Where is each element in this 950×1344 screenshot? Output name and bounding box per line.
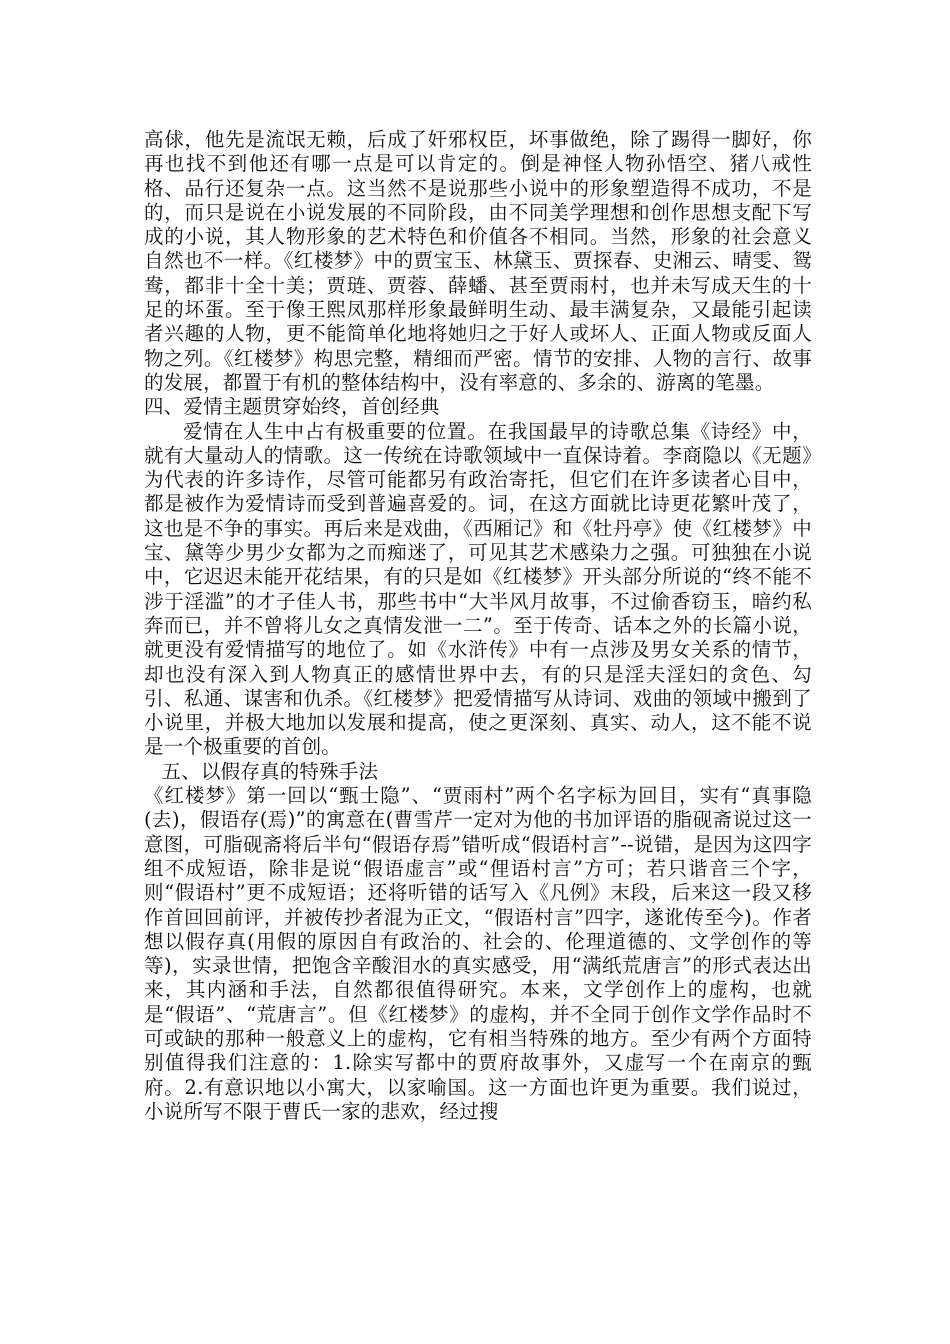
paragraph-fiction-technique: 《红楼梦》第一回以“甄士隐”、“贾雨村”两个名字标为回目，实有“真事隐(去)，假语存(焉)”的寓意在(曹雪芹一定对为他的书加评语的脂砚斋说过这一意图，可脂砚斋将后半句“假语存焉”错听成“假语村言”--说错，是因为这四字组不成短语，除非是说“假语虚言”或“俚语村言”方可；若只谐音三个字，则“假语村”更不成短语；还将听错的话写入《凡例》末段，后来这一段又移作首回回前评，并被传抄者混为正文，“假语村言”四字，遂讹传至今)。作者想以假存真(用假的原因自有政治的、社会的、伦理道德的、文学创作的等等)，实录世情，把饱含辛酸泪水的真实感受，用“满纸荒唐言”的形式表达出来，其内涵和手法，自然都很值得研究。本来，文学创作上的虚构，也就是“假语”、“荒唐言”。但《红楼梦》的虚构，并不全同于创作文学作品时不可或缺的那种一般意义上的虚构，它有相当特殊的地方。至少有两个方面特别值得我们注意的：1.除实写都中的贾府故事外，又虚写一个在南京的甄府。2.有意识地以小寓大，以家喻国。这一方面也许更为重要。我们说过，小说所写不限于曹氏一家的悲欢，经过搜 [144,784,812,1123]
paragraph-love-theme: 爱情在人生中占有极重要的位置。在我国最早的诗歌总集《诗经》中，就有大量动人的情歌。这一传统在诗歌领域中一直保诗着。李商隐以《无题》为代表的许多诗作，尽管可能都另有政治寄托，但它们在许多读者心目中，都是被作为爱情诗而受到普遍喜爱的。词，在这方面就比诗更花繁叶茂了，这也是不争的事实。再后来是戏曲，《西厢记》和《牡丹亭》使《红楼梦》中宝、黛等少男少女都为之而痴迷了，可见其艺术感染力之强。可独独在小说中，它迟迟未能开花结果，有的只是如《红楼梦》开头部分所说的“终不能不涉于淫滥”的才子佳人书，那些书中“大半风月故事，不过偷香窃玉，暗约私奔而已，并不曾将儿女之真情发泄一二”。至于传奇、话本之外的长篇小说，就更没有爱情描写的地位了。如《水浒传》中有一点涉及男女关系的情节，却也没有深入到人物真正的感情世界中去，有的只是淫夫淫妇的贪色、勾引、私通、谋害和仇杀。《红楼梦》把爱情描写从诗词、戏曲的领域中搬到了小说里，并极大地加以发展和提高，使之更深刻、真实、动人，这不能不说是一个极重要的首创。 [144,419,812,759]
section-heading-fiction-technique: 五、以假存真的特殊手法 [161,759,379,783]
paragraph-character-analysis: 高俅，他先是流氓无赖，后成了奸邪权臣，坏事做绝，除了踢得一脚好，你再也找不到他还有哪一点是可以肯定的。倒是神怪人物孙悟空、猪八戒性格、品行还复杂一点。这当然不是说那些小说中的形象塑造得不成功，不是的，而只是说在小说发展的不同阶段，由不同美学理想和创作思想支配下写成的小说，其人物形象的艺术特色和价值各不相同。当然，形象的社会意义自然也不一样。《红楼梦》中的贾宝玉、林黛玉、贾探春、史湘云、晴雯、鸳鸯，都非十全十美；贾琏、贾蓉、薛蟠、甚至贾雨村，也并未写成天生的十足的坏蛋。至于像王熙凤那样形象最鲜明生动、最丰满复杂，又最能引起读者兴趣的人物，更不能简单化地将她归之于好人或坏人、正面人物或反面人物之列。《红楼梦》构思完整，精细而严密。情节的安排、人物的言行、故事的发展，都置于有机的整体结构中，没有率意的、多余的、游离的笔墨。 [144,128,812,394]
document-page [144,128,812,1124]
section-heading-love-theme: 四、爱情主题贯穿始终，首创经典 [144,395,440,419]
